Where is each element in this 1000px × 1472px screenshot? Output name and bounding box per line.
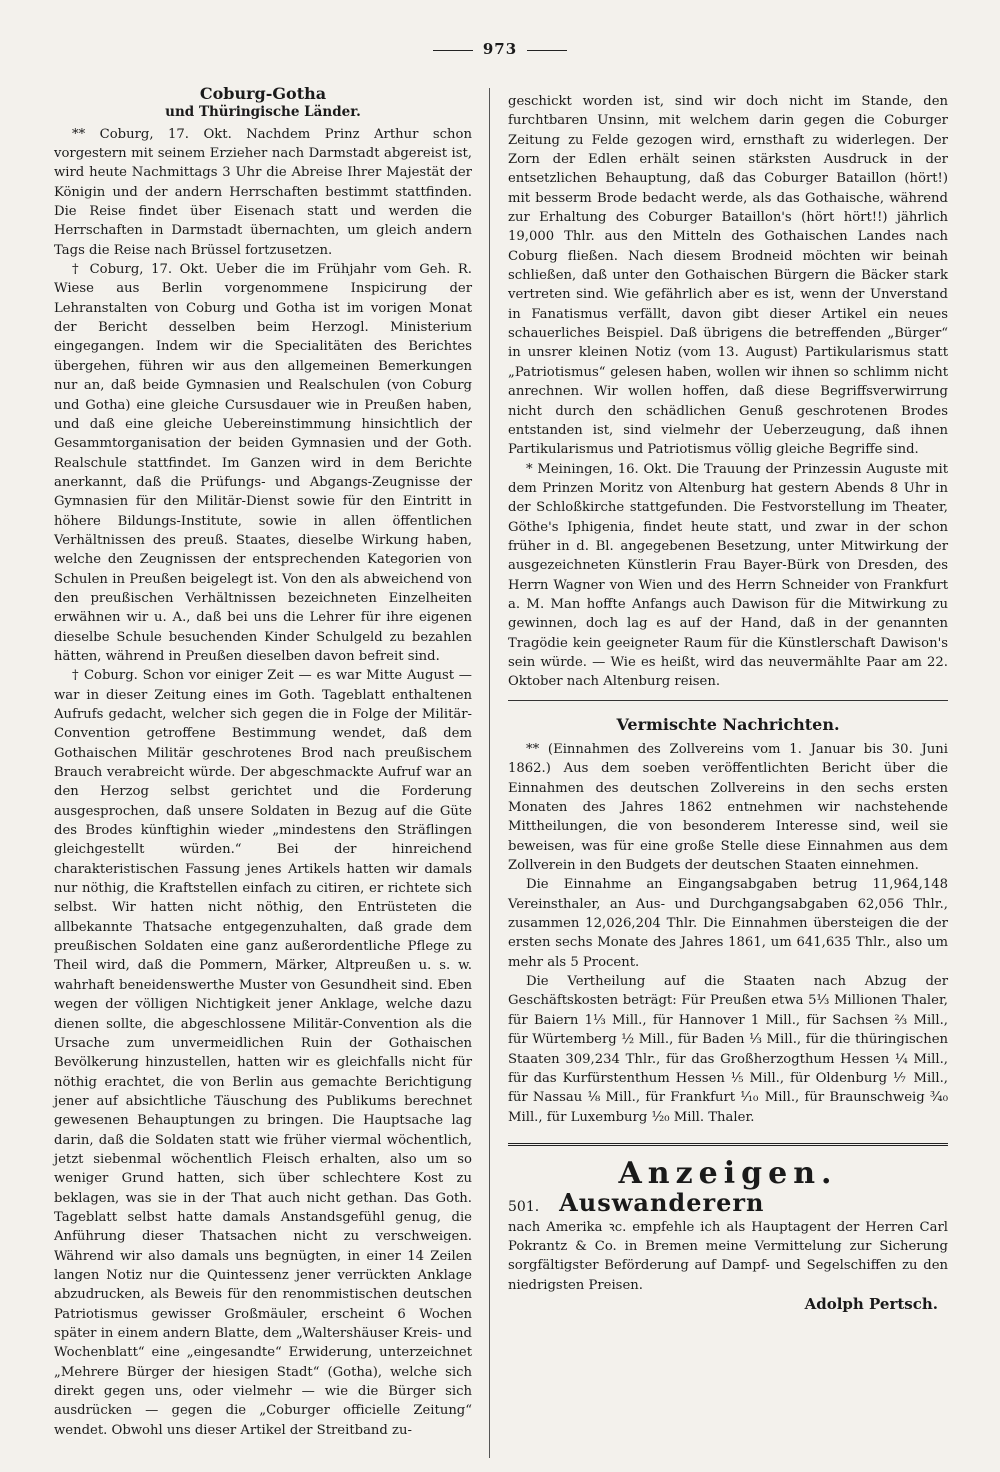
page-number-dash-right: [527, 50, 567, 51]
article-meiningen-trauung: * Meiningen, 16. Okt. Die Trauung der Prinzessin Auguste mit dem Prinzen Moritz von Altenburg hat gestern Abends 8 Uhr in der Schloßkirche stattgefunden. Die Festvorstellung im Theater, Göthe's Iphigenia, findet heute statt, und zwar in der schon früher in d. Bl. angegebenen Besetzung, unter Mitwirkung der ausgezeichneten Künstlerin Frau Bayer-Bürk von Dresden, des Herrn Wagner von Wien und des Herrn Schneider von Frankfurt a. M. Man hoffte Anfangs auch Dawison für die Mitwirkung zu gewinnen, doch lag es auf der Hand, daß in der genannten Tragödie kein geeigneter Raum für die Künstlerschaft Dawison's sein würde. — Wie es heißt, wird das neuvermählte Paar am 22. Oktober nach Altenburg reisen.: [508, 461, 948, 690]
ads-divider: [508, 1143, 948, 1146]
article-coburg-schulen: † Coburg, 17. Okt. Ueber die im Frühjahr vom Geh. R. Wiese aus Berlin vorgenommene Inspicirung der Lehranstalten von Coburg und Gotha ist im vorigen Monat der Bericht desselben beim Herzogl. Ministerium eingegangen. Indem wir die Specialitäten des Berichtes übergehen, führen wir aus den allgemeinen Bemerkungen nur an, daß beide Gymnasien und Realschulen (von Coburg und Gotha) eine gleiche Cursusdauer wie in Preußen haben, und daß eine gleiche Uebereinstimmung hinsichtlich der Gesammtorganisation der beiden Gymnasien und der Goth. Realschule stattfindet. Im Ganzen wird in dem Berichte anerkannt, daß die Prüfungs- und Abgangs-Zeugnisse der Gymnasien für den Militär-Dienst sowie für den Eintritt in höhere Bildungs-Institute, sowie in allen öffentlichen Verhältnissen des preuß. Staates, dieselbe Wirkung haben, welche den Zeugnissen der entsprechenden Kategorien von Schulen in Preußen beigelegt ist. Von den als abweichend von den preußischen Verhältnissen bezeichneten Einzelheiten erwähnen wir u. A., daß bei uns die Lehrer für ihre eigenen dieselbe Schule besuchenden Kinder Schulgeld zu bezahlen hätten, während in Preußen dieselben davon befreit sind.: [54, 262, 472, 664]
ad-signature: Adolph Pertsch.: [804, 1294, 938, 1313]
article-coburg-brod: † Coburg. Schon vor einiger Zeit — es war Mitte August — war in dieser Zeitung eines im Goth. Tageblatt enthaltenen Aufrufs gedacht, welcher sich gegen die in Folge der Militär-Convention getroffene Bestimmung wendet, daß dem Gothaischen Militär geschrotenes Brod nach preußischem Brauch verabreicht würde. Der abgeschmackte Aufruf war an den Herzog selbst gerichtet und die Forderung ausgesprochen, daß unsere Soldaten in Bezug auf die Güte des Brodes künftighin wieder „mindestens den Sträflingen gleichgestellt würden.“ Bei der hinreichend charakteristischen Fassung jenes Artikels hatten wir damals nur nöthig, die Kraftstellen einfach zu citiren, er richtete sich selbst. Wir hatten nicht nöthig, den Entrüsteten die allbekannte Thatsache entgegenzuhalten, daß grade dem preußischen Soldaten eine ganz außerordentliche Pflege zu Theil wird, daß die Pommern, Märker, Altpreußen u. s. w. wahrhaft beneidenswerthe Muster von Gesundheit sind. Eben wegen der völligen Nichtigkeit jener Anklage, welche dazu dienen sollte, die abgeschlossene Militär-Convention als die Ursache zum unvermeidlichen Ruin der Gothaischen Bevölkerung hinzustellen, hatten wir es gleichfalls nicht für nöthig erachtet, die von Berlin aus gemachte Berichtigung jener auf absichtliche Täuschung des Publikums berechnet gewesenen Behauptungen zu bringen. Die Hauptsache lag darin, daß die Soldaten statt wie früher viermal wöchentlich, jetzt siebenmal wöchentlich Fleisch erhalten, also um so weniger Grund hatten, sich über schlechtere Kost zu beklagen, was sie in der That auch nicht gethan. Das Goth. Tageblatt selbst hatte damals Anstandsgefühl genug, die Anführung dieser Thatsachen nicht zu verschweigen. Während wir also damals uns begnügten, in einer 14 Zeilen langen Notiz nur die Quintessenz jener verrückten Anklage abzudrucken, als Beweis für den renommistischen deutschen Patriotismus gewisser Großmäuler, erscheint 6 Wochen später in einem andern Blatte, dem „Waltershäuser Kreis- und Wochenblatt“ eine „eingesandte“ Erwiderung, unterzeichnet „Mehrere Bürger der hiesigen Stadt“ (Gotha), welche sich direkt gegen uns, oder vielmehr — wie die Bürger sich ausdrücken — gegen die „Coburger officielle Zeitung“ wendet. Obwohl uns dieser Artikel der Streitband zu-: [54, 668, 472, 1438]
ad-headline: Auswanderern: [559, 1188, 765, 1218]
article-zollverein-intro: ** (Einnahmen des Zollvereins vom 1. Januar bis 30. Juni 1862.) Aus dem soeben veröffentlichten Bericht über die Einnahmen des deutschen Zollvereins in den sechs ersten Monaten des Jahres 1862 entnehmen wir nachstehende Mittheilungen, die von besonderem Interesse sind, weil sie beweisen, was für eine große Stelle diese Einnahmen aus dem Zollverein in den Budgets der deutschen Staaten einnehmen.: [508, 742, 948, 874]
section-subtitle-thueringen: und Thüringische Länder.: [165, 104, 361, 121]
article-coburg-arthur: ** Coburg, 17. Okt. Nachdem Prinz Arthur schon vorgestern mit seinem Erzieher nach Darmstadt abgereist ist, wird heute Nachmittags 3 Uhr die Abreise Ihrer Majestät der Königin und der andern Herrschaften bestimmt stattfinden. Die Reise findet über Eisenach statt und werden die Herrschaften in Darmstadt übernachten, um gleich andern Tags die Reise nach Brüssel fortzusetzen.: [54, 126, 472, 258]
article-zollverein-einnahme: Die Einnahme an Eingangsabgaben betrug 11,964,148 Vereinsthaler, an Aus- und Durchgangsabgaben 62,056 Thlr., zusammen 12,026,204 Thlr. Die Einnahmen übersteigen die der ersten sechs Monate des Jahres 1861, um 641,635 Thlr., also um mehr als 5 Procent.: [508, 877, 948, 970]
ad-headline-line: [508, 1188, 948, 1218]
ad-body: nach Amerika ꝛc. empfehle ich als Hauptagent der Herren Carl Pokrantz & Co. in Bremen meine Vermittelung zur Sicherung sorgfältigster Beförderung auf Dampf- und Segelschiffen zu den niedrigsten Preisen.: [508, 1219, 948, 1293]
article-coburg-brod-continued: geschickt worden ist, sind wir doch nicht im Stande, den furchtbaren Unsinn, mit welchem darin gegen die Coburger Zeitung zu Felde gezogen wird, ernsthaft zu widerlegen. Der Zorn der Edlen erhält seinen stärksten Ausdruck in der entsetzlichen Behauptung, daß das Coburger Bataillon (hört!) mit besserm Brode bedacht werde, als das Gothaische, während zur Erhaltung des Coburger Bataillon's (hört hört!!) jährlich 19,000 Thlr. aus den Mitteln des Gothaischen Landes nach Coburg fließen. Nach diesem Brodneid möchten wir beinah schließen, daß unter den Gothaischen Bürgern die Bäcker stark vertreten sind. Wie gefährlich aber es ist, wenn der Unverstand in Fanatismus verfällt, davon gibt dieser Artikel ein neues schauerliches Beispiel. Daß übrigens die betreffenden „Bürger“ in unsrer kleinen Notiz (vom 13. August) Partikularismus statt „Patriotismus“ gelesen haben, wollen wir ihnen so schlimm nicht anrechnen. Wir wollen hoffen, daß diese Begriffsverwirrung nicht durch den schädlichen Genuß geschrotenen Brodes entstanden ist, sind vielmehr der Ueberzeugung, daß ihnen Partikularismus und Patriotismus völlig gleiche Begriffe sind.: [508, 94, 948, 458]
page-number-dash-left: [433, 50, 473, 51]
ad-number: 501.: [508, 1199, 540, 1216]
ads-heading: Anzeigen.: [618, 1155, 838, 1191]
page-number: [0, 40, 1000, 58]
section-title-vermischte-nachrichten: Vermischte Nachrichten.: [616, 714, 840, 734]
section-title-coburg-gotha: Coburg-Gotha: [199, 84, 327, 103]
right-column: [508, 92, 948, 1314]
left-column: [54, 84, 472, 1440]
article-zollverein-vertheilung: Die Vertheilung auf die Staaten nach Abzug der Geschäftskosten beträgt: Für Preußen etwa 5⅓ Millionen Thaler, für Baiern 1⅓ Mill., für Hannover 1 Mill., für Sachsen ⅔ Mill., für Würtemberg ½ Mill., für Baden ⅓ Mill., für die thüringischen Staaten 309,234 Thlr., für das Großherzogthum Hessen ¼ Mill., für das Kurfürstenthum Hessen ⅕ Mill., für Oldenburg ⅐ Mill., für Nassau ⅛ Mill., für Frankfurt ⅒ Mill., für Braunschweig ³⁄₄₀ Mill., für Luxemburg ¹⁄₂₀ Mill. Thaler.: [508, 974, 948, 1125]
section-divider: [508, 700, 948, 701]
page-number-text: 973: [482, 40, 518, 58]
column-divider: [489, 88, 490, 1458]
